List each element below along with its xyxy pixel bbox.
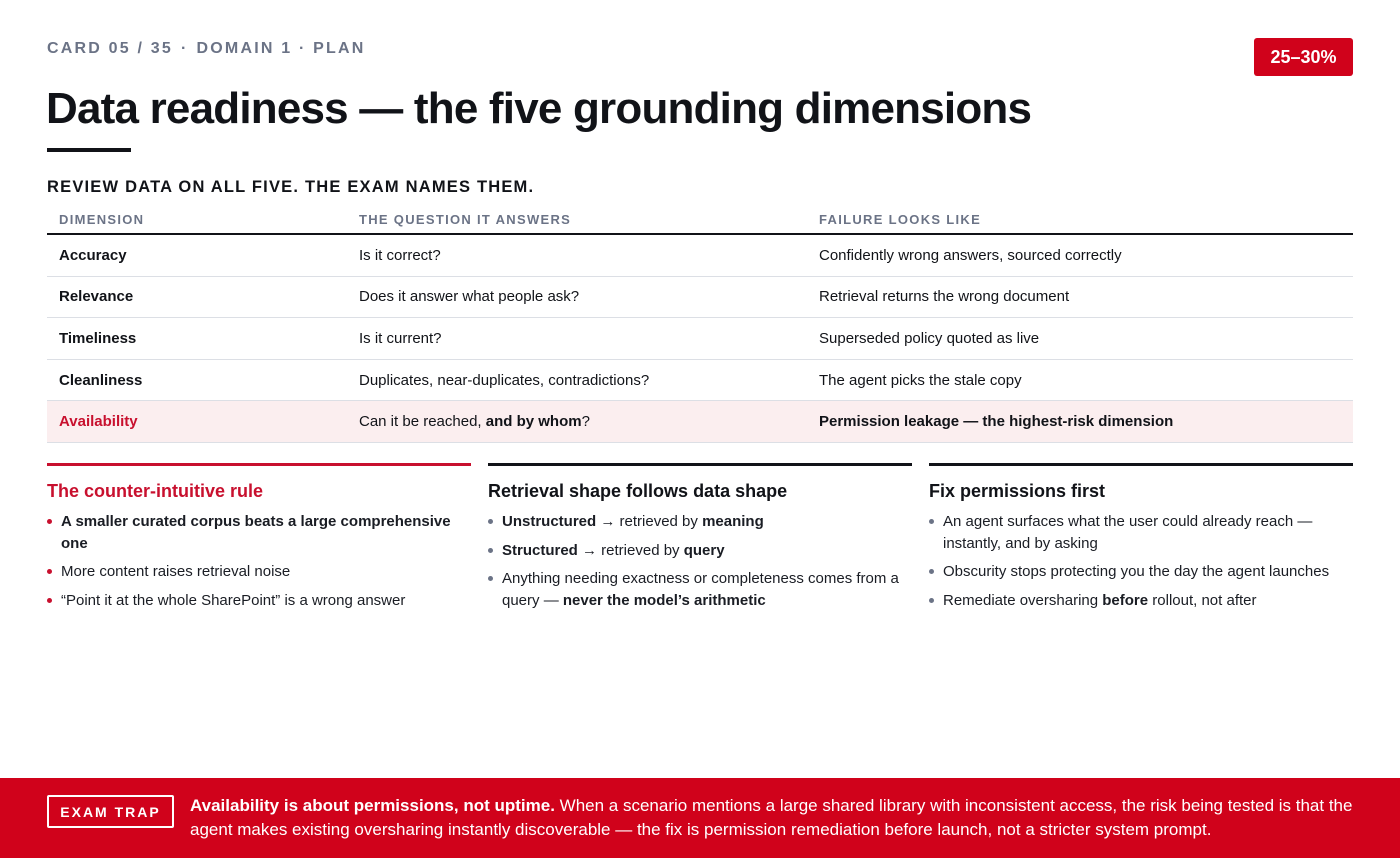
card-top-rule [47,463,471,466]
bullet-text: A smaller curated corpus beats a large comprehensive one [61,513,451,552]
bullet-text-end: rollout, not after [1148,591,1257,609]
card-bullet-list [929,511,1353,611]
bullet-text: Anything needing exactness or completeness comes from a query — [502,570,899,609]
question-cell: Duplicates, near-duplicates, contradictions? [359,371,650,389]
bullet-dot [47,519,52,524]
question-cell [347,413,807,430]
list-item [488,540,912,562]
bullet-emphasis: query [683,541,725,559]
question-text: Can it be reached, [359,413,486,431]
question-text-end: ? [581,413,590,431]
card-eyebrow [47,40,366,58]
list-item [929,511,1353,554]
bullet-text: → retrieved by [596,513,703,530]
card-retrieval-shape [488,463,912,618]
card-title: Retrieval shape follows data shape [488,481,788,501]
bullet-dot [929,519,934,524]
bullet-text: Obscurity stops protecting you the day the agent launches [943,563,1330,580]
card-bullet-list [488,511,912,611]
bullet-dot [929,598,934,603]
card-fix-permissions [929,463,1353,618]
exam-trap-tag: EXAM TRAP [47,795,174,828]
card-top-rule [929,463,1353,466]
dimensions-table [47,205,1353,443]
bullet-emphasis: meaning [702,513,764,530]
question-cell: Is it current? [359,329,442,347]
bullet-dot [488,548,493,553]
failure-cell: The agent picks the stale copy [819,371,1022,389]
dimension-cell: Cleanliness [59,371,143,389]
title-underline [47,148,131,152]
question-cell: Does it answer what people ask? [359,288,580,306]
bullet-text: → retrieved by [577,541,684,559]
bullet-term: Unstructured [502,513,597,530]
table-row-highlighted [47,401,1353,443]
card-counter: CARD 05 / 35 [47,40,173,57]
dimension-cell: Accuracy [59,246,127,264]
exam-trap-lead: Availability is about permissions, not uptime. [190,796,555,815]
failure-cell: Permission leakage — the highest-risk dimension [819,413,1174,431]
bullet-dot [47,569,52,574]
list-item [47,590,471,612]
dimension-cell: Timeliness [59,329,137,347]
exam-trap-text [190,794,1370,842]
card-counter-intuitive-rule [47,463,471,618]
exam-trap-body: When a scenario mentions a large shared library with inconsistent access, the risk being tested is that the agent makes existing oversharing instantly discoverable — the fix is permission remediation before launch, not a stricter system prompt. [190,796,1353,839]
list-item [929,561,1353,583]
card-title: The counter-intuitive rule [47,481,264,501]
bullet-text: “Point it at the whole SharePoint” is a wrong answer [61,591,406,609]
question-cell: Is it correct? [359,246,441,264]
table-row [47,318,1353,360]
bullet-emphasis: never the model’s arithmetic [562,591,766,609]
bullet-dot [47,598,52,603]
card-title: Fix permissions first [929,481,1106,501]
failure-cell: Retrieval returns the wrong document [819,288,1070,306]
bullet-term: Structured [502,541,578,559]
table-header [47,205,1353,235]
exam-trap-banner [0,778,1400,858]
domain-label: DOMAIN 1 · PLAN [196,40,366,57]
eyebrow-separator: · [181,40,189,57]
column-header-dimension: DIMENSION [59,211,145,227]
card-bullet-list [47,511,471,611]
question-emphasis: and by whom [485,413,582,431]
bullet-text: An agent surfaces what the user could already reach — instantly, and by asking [943,513,1313,552]
bullet-text: Remediate oversharing [943,591,1103,609]
table-row [47,277,1353,319]
bullet-text: More content raises retrieval noise [61,563,291,580]
failure-cell: Superseded policy quoted as live [819,329,1040,347]
bullet-dot [488,519,493,524]
section-subhead: REVIEW DATA ON ALL FIVE. THE EXAM NAMES THEM. [47,178,535,196]
column-header-question: THE QUESTION IT ANSWERS [359,211,572,227]
list-item [929,590,1353,612]
page-title: Data readiness — the five grounding dimensions [46,84,1032,133]
bullet-dot [488,576,493,581]
list-item [47,561,471,583]
weight-badge: 25–30% [1254,38,1353,76]
column-header-failure: FAILURE LOOKS LIKE [819,211,982,227]
card-top-rule [488,463,912,466]
bullet-dot [929,569,934,574]
failure-cell: Confidently wrong answers, sourced correctly [819,246,1122,264]
dimension-cell: Availability [59,413,138,431]
list-item [47,511,471,554]
bullet-emphasis: before [1102,591,1149,609]
table-row [47,235,1353,277]
dimension-cell: Relevance [59,288,134,306]
list-item [488,568,912,611]
table-row [47,360,1353,402]
list-item [488,511,912,533]
